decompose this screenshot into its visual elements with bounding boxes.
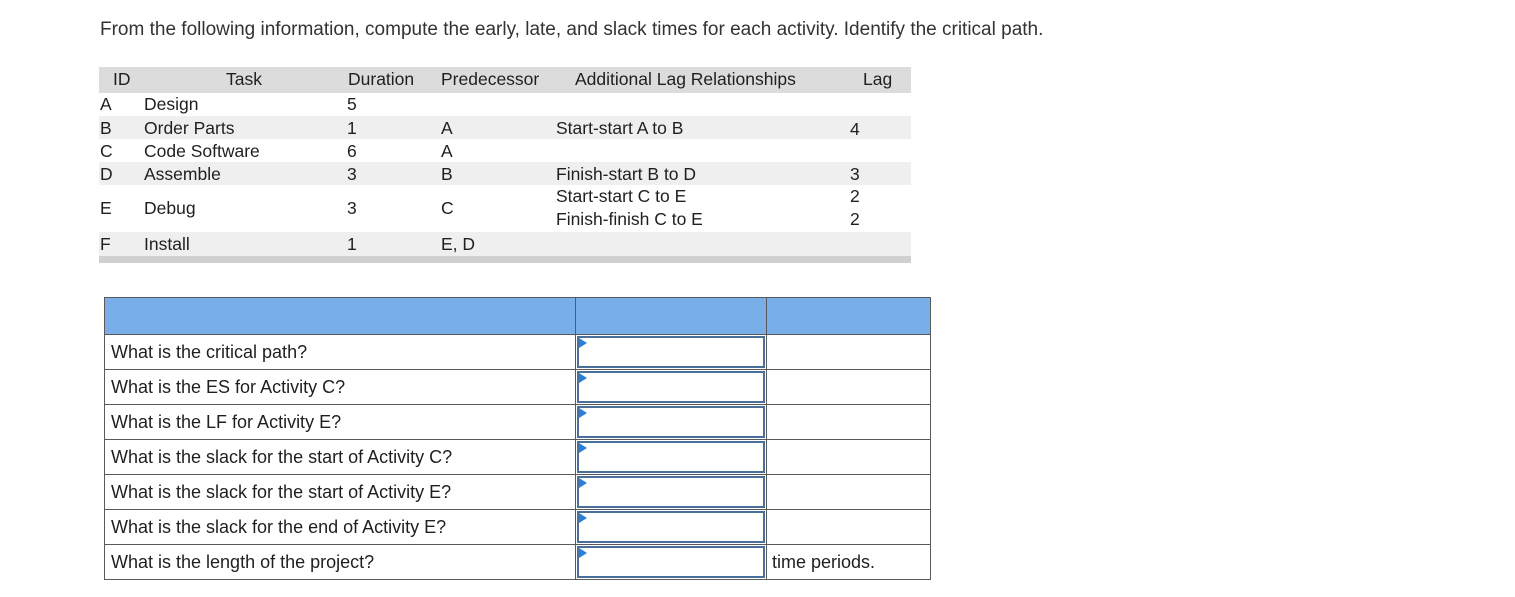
unit-text — [767, 405, 931, 440]
question-text: What is the slack for the end of Activity E? — [105, 510, 576, 545]
answer-cell[interactable] — [576, 405, 767, 440]
table-bottom-rule — [99, 256, 911, 263]
activity-row-f — [99, 232, 911, 256]
row-duration: 6 — [347, 141, 357, 161]
answer-input[interactable] — [577, 406, 765, 438]
answer-input[interactable] — [577, 546, 765, 578]
answer-table — [104, 297, 931, 580]
row-duration: 5 — [347, 94, 357, 114]
row-task: Debug — [144, 198, 196, 218]
row-id: F — [100, 234, 111, 254]
activity-table — [99, 67, 911, 263]
answer-cell[interactable] — [576, 440, 767, 475]
row-lag: 2 — [850, 209, 860, 229]
row-lag: 2 — [850, 186, 860, 206]
row-id: B — [100, 118, 112, 138]
row-task: Design — [144, 94, 199, 114]
row-predecessor: C — [441, 198, 454, 218]
unit-text — [767, 440, 931, 475]
unit-text — [767, 370, 931, 405]
activity-row-b — [99, 116, 911, 139]
question-text: What is the slack for the start of Activity C? — [105, 440, 576, 475]
answer-cell[interactable] — [576, 475, 767, 510]
question-row — [105, 475, 931, 510]
answer-table-header — [105, 298, 931, 335]
row-task: Code Software — [144, 141, 260, 161]
header-lag: Lag — [863, 69, 893, 89]
row-relationship: Finish-finish C to E — [556, 209, 703, 229]
row-duration: 1 — [347, 234, 357, 254]
row-duration: 3 — [347, 164, 357, 184]
activity-row-a — [99, 93, 911, 116]
answer-input[interactable] — [577, 441, 765, 473]
header-id: ID — [113, 69, 131, 89]
row-predecessor: E, D — [441, 234, 476, 254]
question-text: What is the LF for Activity E? — [105, 405, 576, 440]
question-row — [105, 370, 931, 405]
row-id: D — [100, 164, 113, 184]
row-duration: 1 — [347, 118, 357, 138]
row-id: E — [100, 198, 112, 218]
activity-row-e — [99, 185, 911, 232]
answer-cell[interactable] — [576, 335, 767, 370]
question-row — [105, 510, 931, 545]
question-text: What is the length of the project? — [105, 545, 576, 580]
answer-cell[interactable] — [576, 370, 767, 405]
row-task: Assemble — [144, 164, 221, 184]
instruction-text: From the following information, compute the early, late, and slack times for each activity. Identify the critical path. — [100, 19, 1044, 40]
answer-cell[interactable] — [576, 510, 767, 545]
question-text: What is the ES for Activity C? — [105, 370, 576, 405]
question-text: What is the critical path? — [105, 335, 576, 370]
answer-cell[interactable] — [576, 545, 767, 580]
header-duration: Duration — [348, 69, 415, 89]
row-predecessor: B — [441, 164, 453, 184]
row-relationship: Start-start A to B — [556, 118, 684, 138]
row-predecessor: A — [441, 141, 453, 161]
answer-input[interactable] — [577, 336, 765, 368]
answer-input[interactable] — [577, 511, 765, 543]
row-relationship: Start-start C to E — [556, 186, 687, 206]
row-id: A — [100, 94, 112, 114]
header-additional-lag: Additional Lag Relationships — [575, 69, 796, 89]
row-task: Order Parts — [144, 118, 235, 138]
question-text: What is the slack for the start of Activity E? — [105, 475, 576, 510]
question-row — [105, 440, 931, 475]
row-predecessor: A — [441, 118, 453, 138]
unit-text — [767, 475, 931, 510]
header-task: Task — [226, 69, 262, 89]
activity-row-d — [99, 162, 911, 185]
unit-text — [767, 335, 931, 370]
row-task: Install — [144, 234, 190, 254]
question-row — [105, 335, 931, 370]
row-lag: 4 — [850, 119, 860, 139]
row-relationship: Finish-start B to D — [556, 164, 697, 184]
unit-text: time periods. — [767, 545, 931, 580]
answer-input[interactable] — [577, 371, 765, 403]
activity-row-c — [99, 139, 911, 162]
header-predecessor: Predecessor — [441, 69, 540, 89]
question-row — [105, 545, 931, 580]
row-duration: 3 — [347, 198, 357, 218]
answer-input[interactable] — [577, 476, 765, 508]
row-id: C — [100, 141, 113, 161]
activity-table-header — [99, 67, 911, 93]
unit-text — [767, 510, 931, 545]
row-lag: 3 — [850, 164, 860, 184]
question-row — [105, 405, 931, 440]
